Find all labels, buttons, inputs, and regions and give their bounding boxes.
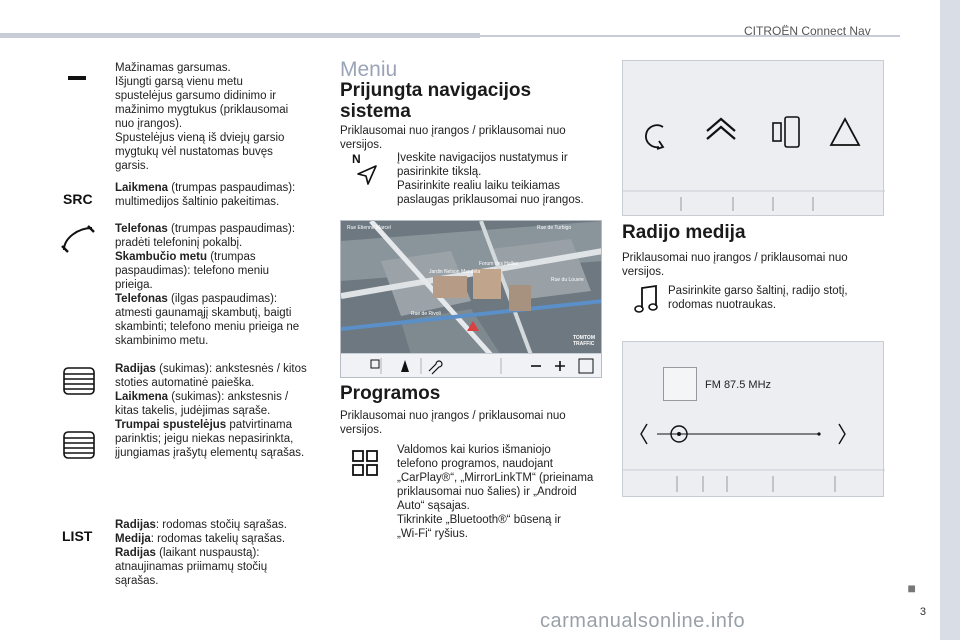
text-line: sąrašas. bbox=[115, 575, 159, 587]
music-note-icon bbox=[634, 284, 660, 314]
programs-text bbox=[397, 443, 607, 541]
tomtom-traffic-badge bbox=[573, 335, 595, 347]
text-line: Priklausomai nuo įrangos / priklausomai nuo bbox=[622, 252, 848, 264]
rotary-knob-icon bbox=[62, 430, 96, 460]
svg-text:Rue du Louvre: Rue du Louvre bbox=[551, 277, 584, 283]
text-line: kitas takelis, judėjimas sąraše. bbox=[115, 405, 271, 417]
bold-term: Medija bbox=[115, 533, 151, 545]
header-bar bbox=[0, 33, 480, 38]
text-line: atmesti gaunamąjį skambutį, baigti bbox=[115, 307, 292, 319]
text-line: (sukimas): ankstesnės / kitos bbox=[155, 363, 307, 375]
heading-line: Prijungta navigacijos bbox=[340, 80, 532, 101]
minus-icon bbox=[68, 76, 86, 80]
brand-line: TRAFFIC bbox=[572, 341, 595, 347]
home-screen-panel bbox=[622, 60, 884, 216]
bold-term: Laikmena bbox=[115, 391, 169, 403]
svg-text:Rue de Rivoli: Rue de Rivoli bbox=[411, 311, 441, 317]
brand-line: TOMTOM bbox=[572, 335, 595, 341]
text-line: versijos. bbox=[340, 424, 383, 436]
bold-term: Radijas bbox=[115, 519, 156, 531]
map-illustration bbox=[341, 221, 602, 355]
text-line: skambinti; telefono meniu prieiga ne bbox=[115, 321, 300, 333]
text-line: : rodomas takelių sąrašas. bbox=[150, 533, 286, 545]
text-line: „CarPlay®“, „MirrorLinkTM“ (prieinama bbox=[397, 472, 594, 484]
radio-intro bbox=[622, 251, 884, 279]
radio-controls bbox=[623, 342, 885, 498]
navigation-map-screenshot bbox=[340, 220, 602, 378]
bold-term: Radijas bbox=[115, 363, 156, 375]
text-line: Auto“ sąsajas. bbox=[397, 500, 470, 512]
text-line: Mažinamas garsumas. bbox=[115, 62, 231, 74]
text-line: „Wi-Fi“ ryšius. bbox=[397, 528, 468, 540]
text-line: : rodomas stočių sąrašas. bbox=[155, 519, 287, 531]
bold-term: Telefonas bbox=[115, 223, 168, 235]
map-toolbar bbox=[341, 353, 601, 377]
text-line: prieiga. bbox=[115, 279, 153, 291]
text-line: rodomas nuotraukas. bbox=[668, 299, 777, 311]
programs-heading: Programos bbox=[340, 383, 441, 404]
text-line: pradėti telefoninį pokalbį. bbox=[115, 237, 243, 249]
text-line: mygtukų vėl nustatomas buvęs bbox=[115, 146, 273, 158]
page-number: 3 bbox=[919, 606, 926, 618]
text-line: Spustelėjus vieną iš dviejų garsio bbox=[115, 132, 285, 144]
page-side-strip bbox=[940, 0, 960, 640]
text-line: Tikrinkite „Bluetooth®“ būseną ir bbox=[397, 514, 562, 526]
src-label: SRC bbox=[63, 191, 93, 207]
src-text bbox=[115, 181, 325, 209]
list-label: LIST bbox=[62, 528, 93, 544]
text-line: (trumpas paspaudimas): bbox=[167, 223, 296, 235]
map-toolbar-icons bbox=[341, 354, 602, 378]
list-text bbox=[115, 518, 325, 588]
navigation-icon bbox=[352, 152, 380, 186]
nav-heading bbox=[340, 80, 531, 122]
text-line: parinktis; jeigu niekas nepasirinkta, bbox=[115, 433, 294, 445]
bold-term: Radijas bbox=[115, 547, 156, 559]
text-line: paspaudimas): telefono meniu bbox=[115, 265, 270, 277]
rotary-knob-icon bbox=[62, 366, 96, 396]
bold-term: Laikmena bbox=[115, 182, 169, 194]
station-logo-placeholder bbox=[663, 367, 697, 401]
bold-term: Telefonas bbox=[115, 293, 168, 305]
text-line: nuo įrangos). bbox=[115, 118, 183, 130]
text-line: Pasirinkite realiu laiku teikiamas bbox=[397, 180, 560, 192]
text-line: (sukimas): ankstesnis / bbox=[168, 391, 289, 403]
phone-text bbox=[115, 222, 325, 348]
radio-text bbox=[115, 362, 325, 460]
svg-text:Rue de Turbigo: Rue de Turbigo bbox=[537, 225, 572, 231]
text-line: Išjungti garsą vienu metu bbox=[115, 76, 243, 88]
text-line: versijos. bbox=[340, 139, 383, 151]
text-line: Pasirinkite garso šaltinį, radijo stotį, bbox=[668, 285, 848, 297]
svg-text:N: N bbox=[352, 152, 361, 166]
header-title: CITROËN Connect Nav bbox=[744, 24, 871, 38]
text-line: multimedijos šaltinio pakeitimas. bbox=[115, 196, 280, 208]
apps-grid-icon bbox=[352, 450, 378, 476]
radio-text bbox=[668, 284, 878, 312]
text-line: Priklausomai nuo įrangos / priklausomai nuo bbox=[340, 125, 566, 137]
svg-text:Forum des Halles: Forum des Halles bbox=[479, 261, 519, 267]
text-line: spustelėjus garsumo didinimo ir bbox=[115, 90, 277, 102]
text-line: Priklausomai nuo įrangos / priklausomai nuo bbox=[340, 410, 566, 422]
phone-icon bbox=[60, 224, 96, 254]
text-line: įjungiamas įrašytų elementų sąrašas. bbox=[115, 447, 305, 459]
radio-media-heading: Radijo medija bbox=[622, 222, 746, 243]
text-line: (trumpas paspaudimas): bbox=[168, 182, 296, 194]
radio-screen-panel bbox=[622, 341, 884, 497]
text-line: (laikant nuspaustą): bbox=[155, 547, 260, 559]
heading-line: sistema bbox=[340, 101, 411, 122]
programs-intro bbox=[340, 409, 600, 437]
bold-term: Trumpai spustelėjus bbox=[115, 419, 227, 431]
page-marker: ■ bbox=[907, 580, 916, 596]
nav-intro bbox=[340, 124, 600, 152]
text-line: (ilgas paspaudimas): bbox=[167, 293, 278, 305]
svg-text:Rue Etienne Marcel: Rue Etienne Marcel bbox=[347, 225, 391, 231]
nav-text bbox=[397, 151, 602, 207]
text-line: paslaugas priklausomai nuo įrangos. bbox=[397, 194, 584, 206]
text-line: telefono programos, naudojant bbox=[397, 458, 553, 470]
home-screen-icons bbox=[623, 61, 885, 217]
text-line: (trumpas bbox=[207, 251, 256, 263]
svg-text:Jardin Nelson Mandela: Jardin Nelson Mandela bbox=[429, 269, 481, 275]
text-line: skambinimo metu. bbox=[115, 335, 209, 347]
text-line: stoties automatinė paieška. bbox=[115, 377, 255, 389]
text-line: patvirtinama bbox=[226, 419, 293, 431]
bold-term: Skambučio metu bbox=[115, 251, 208, 263]
text-line: versijos. bbox=[622, 266, 665, 278]
volume-down-text bbox=[115, 61, 325, 173]
watermark: carmanualsonline.info bbox=[540, 610, 746, 632]
fm-frequency: FM 87.5 MHz bbox=[705, 379, 772, 391]
text-line: atnaujinamas priimamų stočių bbox=[115, 561, 268, 573]
text-line: garsis. bbox=[115, 160, 149, 172]
text-line: Valdomos kai kurios išmaniojo bbox=[397, 444, 551, 456]
text-line: pasirinkite tikslą. bbox=[397, 166, 482, 178]
section-title-meniu: Meniu bbox=[340, 58, 398, 81]
text-line: mažinimo mygtukus (priklausomai bbox=[115, 104, 289, 116]
text-line: priklausomai nuo šalies) ir „Android bbox=[397, 486, 577, 498]
text-line: Įveskite navigacijos nustatymus ir bbox=[397, 152, 568, 164]
